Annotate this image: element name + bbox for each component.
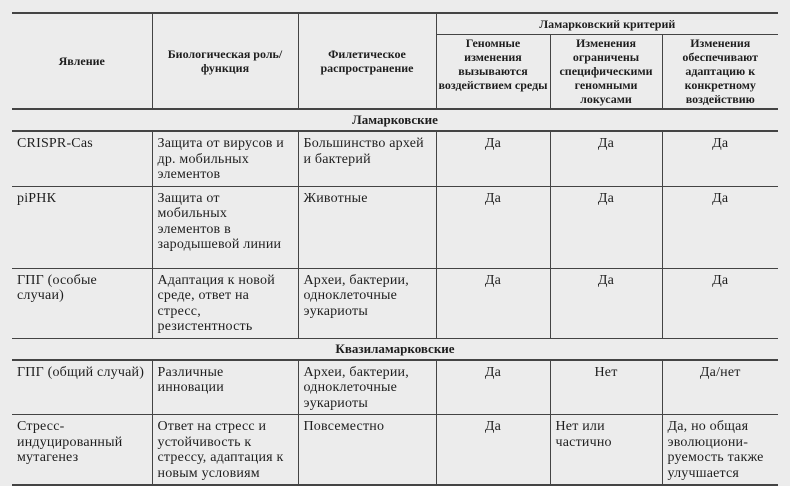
cell-role: Ответ на стресс и устойчивость к стрессу, адаптация к новым условиям [152, 415, 298, 486]
cell-criterion-3: Да [662, 131, 778, 186]
cell-phenomenon: Стресс-индуцированный мутагенез [12, 415, 152, 486]
cell-spread: Повсеместно [298, 415, 436, 486]
cell-spread: Археи, бактерии, одноклеточные эукариоты [298, 268, 436, 338]
table-row [12, 268, 778, 338]
cell-criterion-2: Нет или частично [550, 415, 662, 486]
header-criterion-specific-loci: Изменения ограничены специфическими геномными локусами [550, 35, 662, 110]
cell-criterion-3: Да [662, 186, 778, 268]
cell-phenomenon: piРНК [12, 186, 152, 268]
header-phyletic-spread: Филетическое распространение [298, 13, 436, 109]
header-criterion-environment-induced: Геномные изменения вызываются воздействием среды [436, 35, 550, 110]
cell-criterion-2: Да [550, 268, 662, 338]
group-label: Квазиламарковские [12, 338, 778, 360]
lamarckian-table-container [12, 12, 778, 486]
header-lamarckian-criterion: Ламарковский критерий [436, 13, 778, 35]
cell-criterion-1: Да [436, 360, 550, 415]
cell-criterion-1: Да [436, 268, 550, 338]
lamarckian-phenomena-table [12, 12, 778, 486]
cell-role: Различные инновации [152, 360, 298, 415]
cell-criterion-2: Да [550, 131, 662, 186]
group-header-lamarckian [12, 109, 778, 131]
table-row [12, 186, 778, 268]
cell-criterion-3: Да/нет [662, 360, 778, 415]
cell-phenomenon: CRISPR-Cas [12, 131, 152, 186]
cell-spread: Археи, бактерии, одноклеточные эукариоты [298, 360, 436, 415]
table-header [12, 13, 778, 109]
header-criterion-adaptive: Изменения обеспечивают адаптацию к конкретному воздействию [662, 35, 778, 110]
cell-criterion-3: Да, но общая эволюциони-руемость также улучшается [662, 415, 778, 486]
cell-role: Адаптация к новой среде, ответ на стресс, резистентность [152, 268, 298, 338]
cell-role: Защита от мобильных элементов в зародышевой линии [152, 186, 298, 268]
cell-criterion-1: Да [436, 415, 550, 486]
cell-criterion-3: Да [662, 268, 778, 338]
table-row [12, 415, 778, 486]
table-row [12, 131, 778, 186]
cell-spread: Большинство архей и бактерий [298, 131, 436, 186]
cell-phenomenon: ГПГ (особые случаи) [12, 268, 152, 338]
table-row [12, 360, 778, 415]
group-header-quasi-lamarckian [12, 338, 778, 360]
header-biological-role: Биологическая роль/ функция [152, 13, 298, 109]
cell-criterion-2: Нет [550, 360, 662, 415]
header-phenomenon: Явление [12, 13, 152, 109]
cell-role: Защита от вирусов и др. мобильных элементов [152, 131, 298, 186]
cell-criterion-2: Да [550, 186, 662, 268]
cell-spread: Животные [298, 186, 436, 268]
cell-criterion-1: Да [436, 186, 550, 268]
cell-criterion-1: Да [436, 131, 550, 186]
cell-phenomenon: ГПГ (общий случай) [12, 360, 152, 415]
table-body [12, 109, 778, 485]
group-label: Ламарковские [12, 109, 778, 131]
